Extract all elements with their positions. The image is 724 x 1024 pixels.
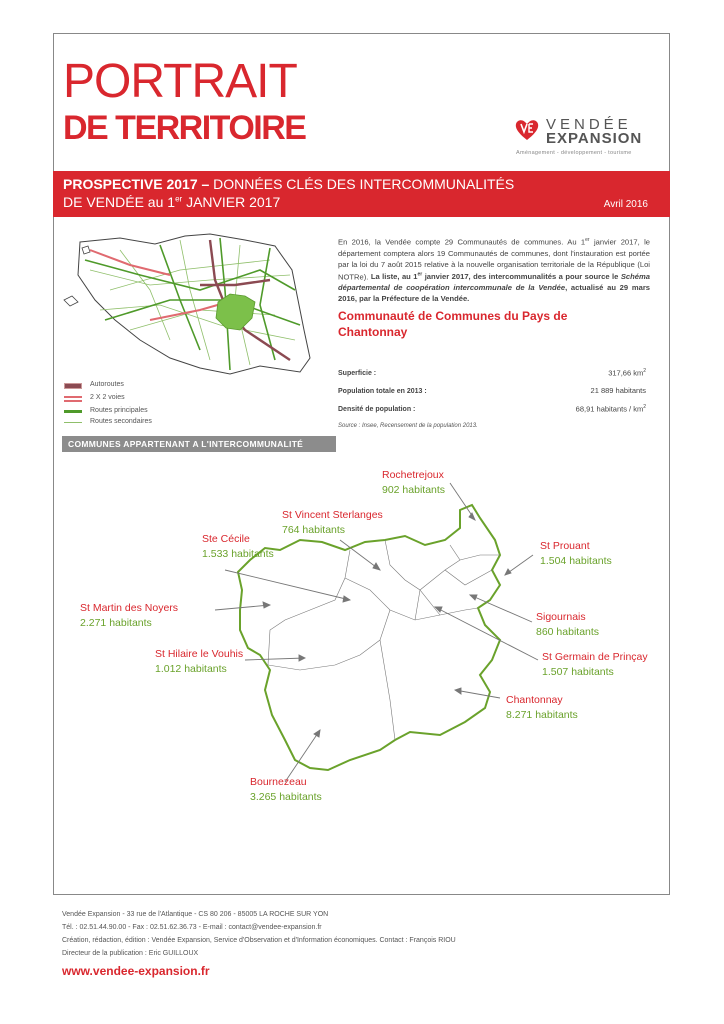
- banner-line2: [63, 194, 280, 210]
- commune-label-st-prouant: [540, 539, 612, 569]
- section-communes-bar: COMMUNES APPARTENANT A L'INTERCOMMUNALITÉ: [62, 436, 336, 452]
- intro-p2b: janvier 2017, des intercommunalités a pour source le: [422, 272, 621, 282]
- stat-value-text: 317,66 km: [608, 368, 644, 378]
- stat-value-text: 21 889 habitants: [590, 386, 646, 395]
- banner-l2-pre: DE VENDÉE au 1: [63, 194, 176, 210]
- commune-label-sigournais: [536, 610, 599, 640]
- intro-p2a: La liste, au 1: [370, 272, 418, 282]
- commune-name: St Hilaire le Vouhis: [155, 648, 244, 660]
- stat-label: Superficie :: [338, 370, 377, 377]
- intro-p1sup: er: [585, 237, 590, 243]
- logo-tagline: Aménagement - développement - tourisme: [516, 150, 632, 156]
- intro-p2sup: er: [417, 271, 423, 278]
- stat-value-text: 68,91 habitants / km: [575, 404, 644, 414]
- commune-name: Bournezeau: [250, 776, 307, 788]
- banner-date: Avril 2016: [603, 199, 648, 210]
- 2x2-swatch: [64, 396, 82, 402]
- legend-autoroutes: [64, 380, 264, 392]
- commune-name: St Germain de Prinçay: [542, 651, 648, 663]
- commune-pop: 1.012 habitants: [155, 663, 227, 675]
- commune-pop: 1.504 habitants: [540, 555, 612, 567]
- vendee-expansion-logo: [510, 116, 650, 160]
- footer-address: Vendée Expansion - 33 rue de l'Atlantique - CS 80 206 - 85005 LA ROCHE SUR YON: [62, 911, 329, 918]
- intro-p2italic: Schéma départemental de coopération intercommunale de la Vendée: [338, 272, 650, 293]
- logo-word-expansion: EXPANSION: [546, 130, 643, 147]
- logo-word-vendee: VENDÉE: [546, 116, 632, 133]
- commune-pop: 2.271 habitants: [80, 617, 152, 629]
- legend-label: Autoroutes: [90, 381, 124, 388]
- legend-2x2: [64, 393, 264, 405]
- commune-label-st-vincent-sterlanges: [282, 508, 383, 538]
- stat-value: [608, 368, 646, 378]
- legend-label: 2 X 2 voies: [90, 394, 125, 401]
- community-title: Communauté de Communes du Pays de Chantonnay: [338, 309, 568, 339]
- island-outline: [64, 296, 78, 306]
- website-link[interactable]: www.vendee-expansion.fr: [62, 964, 210, 978]
- commune-label-chantonnay: [506, 693, 578, 723]
- title-de-territoire: DE TERRITOIRE: [63, 109, 306, 147]
- stat-label: Densité de population :: [338, 406, 416, 413]
- commune-label-ste-cecile: [202, 532, 274, 562]
- island2-outline: [82, 246, 90, 254]
- commune-pop: 8.271 habitants: [506, 709, 578, 721]
- stat-label: Population totale en 2013 :: [338, 388, 427, 395]
- commune-pop: 764 habitants: [282, 524, 346, 536]
- stat-value-sup: 2: [643, 368, 646, 374]
- commune-name: St Vincent Sterlanges: [282, 509, 383, 521]
- footer-director: Directeur de la publication : Eric GUILLOUX: [62, 950, 199, 957]
- commune-label-bournezeau: [250, 775, 322, 805]
- footer: [62, 908, 456, 960]
- stat-value: [576, 404, 646, 414]
- routes-secondaires-swatch: [64, 422, 82, 423]
- commune-label-st-martin-des-noyers: [80, 601, 178, 631]
- autoroute-swatch: [64, 383, 82, 389]
- vendee-road-map: [60, 230, 330, 380]
- title-portrait: PORTRAIT: [63, 55, 297, 108]
- commune-name: St Martin des Noyers: [80, 602, 179, 614]
- footer-contact: Tél. : 02.51.44.90.00 - Fax : 02.51.62.36.73 - E-mail : contact@vendee-expansion.fr: [62, 924, 322, 931]
- commune-label-rochetrejoux: [382, 468, 445, 498]
- intercommunality-outline: [238, 505, 500, 770]
- legend-label: Routes principales: [90, 407, 148, 414]
- commune-label-st-hilaire-le-vouhis: [155, 647, 243, 677]
- banner-rest: DONNÉES CLÉS DES INTERCOMMUNALITÉS: [209, 176, 515, 192]
- stat-value-sup: 2: [643, 404, 646, 410]
- banner-bold: PROSPECTIVE 2017 –: [63, 176, 210, 192]
- legend-label: Routes secondaires: [90, 418, 152, 425]
- legend-routes-secondaires: [64, 417, 264, 429]
- commune-pop: 902 habitants: [382, 484, 446, 496]
- commune-name: Sigournais: [536, 611, 586, 623]
- footer-credits: Création, rédaction, édition : Vendée Expansion, Service d'Observation et d'Information économiques. Contact : François RIOU: [62, 937, 456, 944]
- commune-label-st-germain-de-princay: [542, 650, 648, 680]
- commune-name: Chantonnay: [506, 694, 563, 706]
- stat-value: [591, 386, 646, 395]
- commune-pop: 860 habitants: [536, 626, 600, 638]
- stat-densite: [338, 404, 650, 418]
- intro-p1a: En 2016, la Vendée compte 29 Communautés de communes. Au 1: [338, 237, 586, 247]
- routes-principales-swatch: [64, 410, 82, 413]
- commune-pop: 3.265 habitants: [250, 791, 322, 803]
- banner-line1: [63, 176, 514, 192]
- source-note: Source : Insee, Recensement de la population 2013.: [338, 423, 478, 429]
- commune-name: St Prouant: [540, 540, 590, 552]
- commune-pop: 1.507 habitants: [542, 666, 614, 678]
- intro-text: [338, 235, 650, 304]
- commune-name: Rochetrejoux: [382, 469, 444, 481]
- banner-l2-post: JANVIER 2017: [182, 194, 281, 210]
- stat-population: [338, 386, 650, 400]
- commune-pop: 1.533 habitants: [202, 548, 274, 560]
- stat-superficie: [338, 368, 650, 382]
- title-banner: [53, 171, 670, 217]
- intro-p2c: , actualisé au 29 mars 2016, par la Préfecture de la Vendée.: [338, 283, 650, 304]
- banner-l2-sup: er: [175, 194, 183, 204]
- heart-logo-icon: [514, 118, 540, 142]
- intro-p1b: janvier 2017, le département comptera alors 19 Communautés de communes, dont l'instauration est portée par la loi du 7 août 2015 relative à la nouvelle organisation territoriale de la République (Loi NOTRe).: [338, 237, 650, 282]
- commune-name: Ste Cécile: [202, 533, 250, 545]
